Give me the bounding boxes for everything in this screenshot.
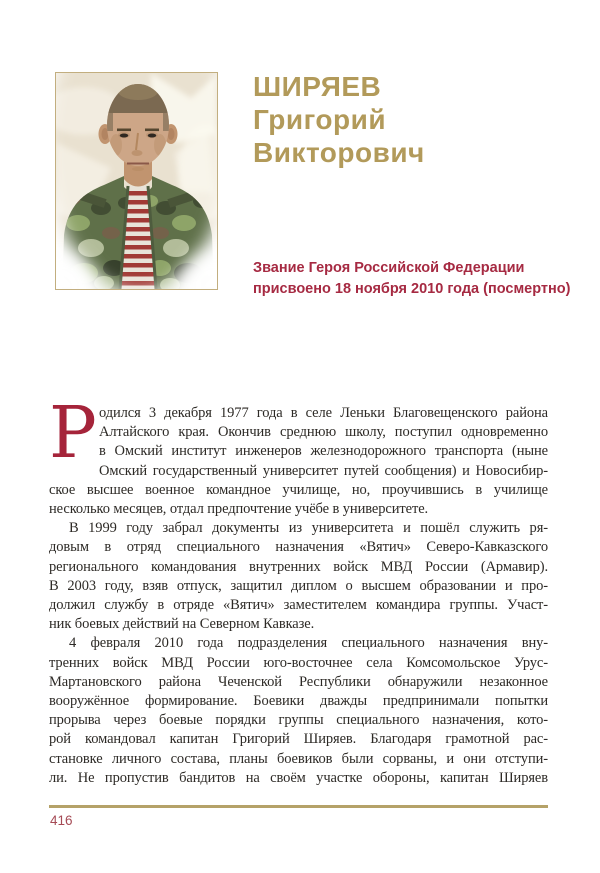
- body-line: становке личного состава, планы боевиков были сорваны, и они отступи-: [49, 750, 548, 767]
- body-line: рой командовал капитан Григорий Ширяев. Благодаря грамотной рас-: [49, 731, 548, 748]
- body-line: в Омский институт инженеров железнодорожного транспорта (ныне: [99, 443, 548, 460]
- hero-patronymic: Викторович: [253, 137, 425, 168]
- paragraph: [49, 391, 548, 519]
- body-line: Алтайского края. Окончив среднюю школу, поступил одновременно: [99, 424, 548, 441]
- body-line: довым в отряд специального назначения «Вятич» Северо-Кавказского: [49, 539, 548, 556]
- paragraph: [49, 519, 548, 634]
- body-line: одился 3 декабря 1977 года в селе Леньки Благовещенского района: [99, 405, 548, 421]
- award-note-line-1: Звание Героя Российской Федерации: [253, 260, 525, 276]
- body-line: несколько месяцев, отдал предпочтение учёбе в университете.: [49, 501, 429, 518]
- body-line: ник боевых действий на Северном Кавказе.: [49, 616, 315, 633]
- body-line: тренних войск МВД России юго-восточнее села Комсомольское Урус-: [49, 654, 548, 671]
- body-line: вооружённое формирование. Боевики дважды предпринимали попытки: [49, 693, 548, 710]
- body-line: ское высшее военное командное училище, но, проучившись в училище: [49, 481, 548, 498]
- body-line: регионального командования внутренних войск МВД России (Армавир).: [49, 558, 548, 575]
- page-number: 416: [50, 813, 73, 828]
- hero-name-title: [253, 70, 425, 169]
- biography-text: [49, 391, 548, 788]
- body-line: должил службу в отряде «Вятич» заместителем командира группы. Участ-: [49, 597, 548, 614]
- body-line: В 2003 году, взяв отпуск, защитил диплом о высшем образовании и про-: [49, 577, 548, 594]
- body-line: Мартановского района Чеченской Республики обнаружили незаконное: [49, 673, 548, 690]
- body-line: Омский государственный университет путей сообщения) и Новосибир-: [99, 462, 548, 479]
- paragraph: [49, 634, 548, 788]
- hero-surname: ШИРЯЕВ: [253, 71, 382, 102]
- award-note: [253, 258, 583, 300]
- body-line: 4 февраля 2010 года подразделения специального назначения вну-: [69, 635, 548, 652]
- footer-rule: [49, 805, 548, 808]
- body-line: ли. Не пропустив бандитов на своём участке обороны, капитан Ширяев: [49, 769, 548, 786]
- hero-first-name: Григорий: [253, 104, 387, 135]
- body-line: В 1999 году забрал документы из университета и пошёл служить ря-: [69, 520, 548, 537]
- award-note-line-2: присвоено 18 ноября 2010 года (посмертно): [253, 281, 571, 297]
- dropcap-letter: Р: [49, 391, 97, 474]
- portrait-photo-image: [56, 73, 217, 289]
- body-line: прорыва через боевые порядки группы специального назначения, кото-: [49, 712, 548, 729]
- portrait-photo: [55, 72, 218, 290]
